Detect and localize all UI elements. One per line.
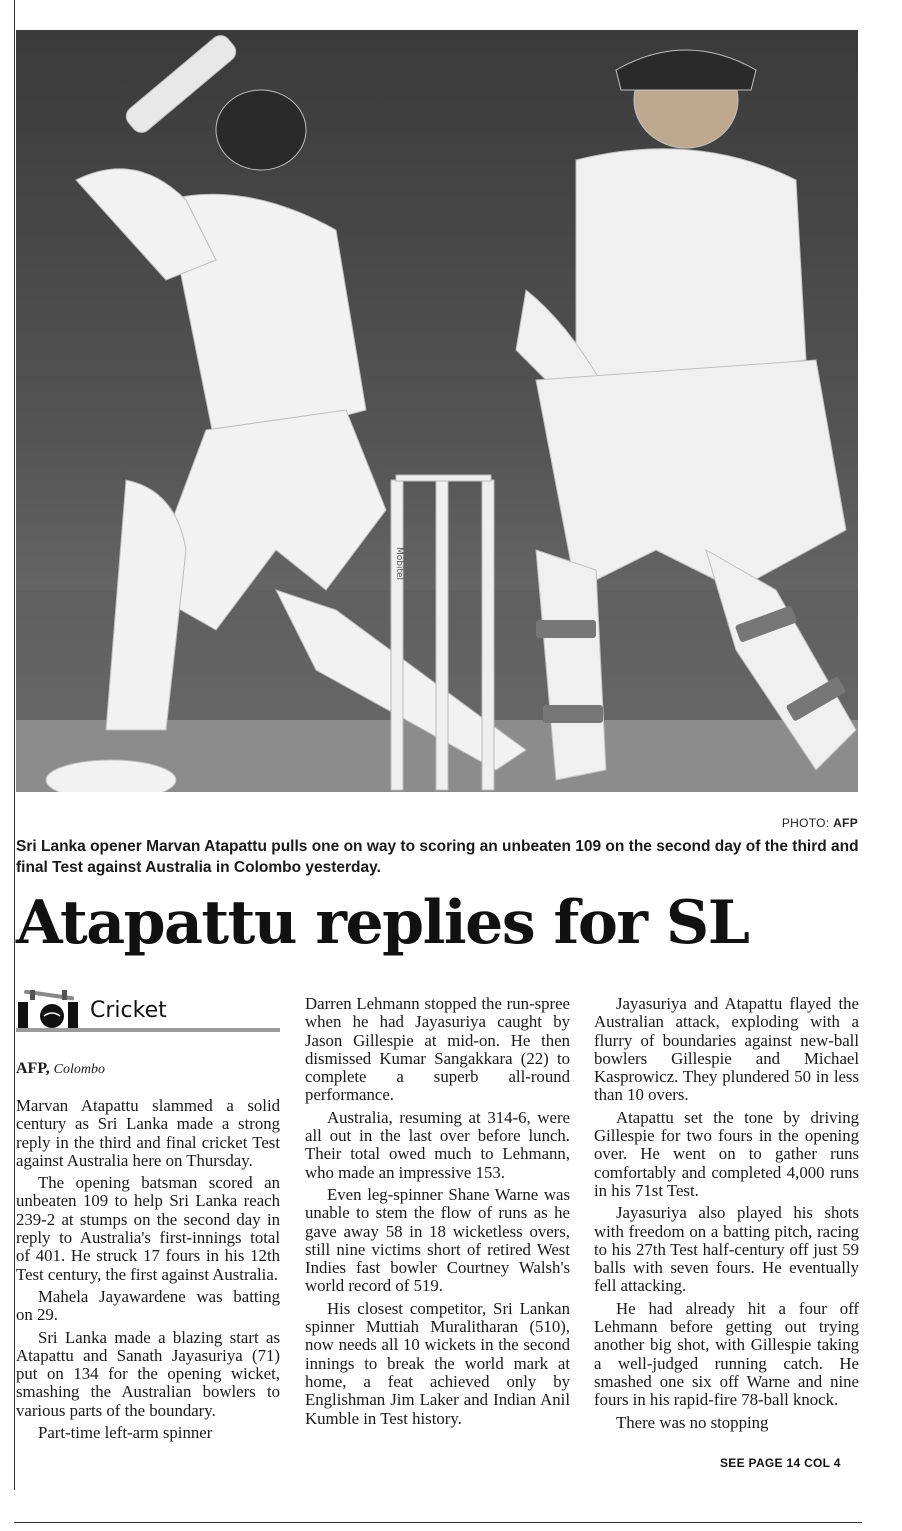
byline [16, 1060, 105, 1078]
section-rule [16, 1028, 280, 1032]
paragraph: His closest competitor, Sri Lankan spinner Muttiah Muralitharan (510), now needs all 10 wickets in the second innings to break the world mark at home, a feat achieved only by Englishman Jim Laker and Indian Anil Kumble in Test history. [305, 1298, 570, 1428]
paragraph: Jayasuriya and Atapattu flayed the Australian attack, exploding with a flurry of boundaries against new-ball bowlers Gillespie and Michael Kasprowicz. They plundered 50 in less than 10 overs. [594, 994, 859, 1105]
section-label: Cricket [90, 998, 167, 1023]
article-column-1 [16, 1097, 280, 1446]
paragraph: The opening batsman scored an unbeaten 109 to help Sri Lanka reach 239-2 at stumps on the second day in reply to Australia's first-innings total of 401. He struck 17 fours in his 12th Test century, the first against Australia. [16, 1173, 280, 1284]
photo-credit [782, 816, 858, 830]
section-logo [16, 990, 280, 1032]
paragraph: Darren Lehmann stopped the run-spree when he had Jayasuriya caught by Jason Gillespie at mid-on. He then dismissed Kumar Sangakkara (22) to complete a superb all-round performance. [305, 994, 570, 1105]
cricket-bat-ball-icon [16, 990, 86, 1030]
byline-agency: AFP, [16, 1060, 50, 1077]
left-column-rule [14, 0, 15, 1490]
paragraph: Marvan Atapattu slammed a solid century as Sri Lanka made a strong reply in the third and final cricket Test against Australia here on Thursday. [16, 1096, 280, 1170]
paragraph: Mahela Jayawardene was batting on 29. [16, 1286, 280, 1325]
paragraph: Atapattu set the tone by driving Gillespie for two fours in the opening over. He went on to gather runs comfortably and completed 4,000 runs in his 71st Test. [594, 1107, 859, 1200]
paragraph: There was no stopping [616, 1412, 769, 1432]
jump-reference: SEE PAGE 14 COL 4 [720, 1456, 841, 1470]
match-photo [16, 30, 858, 792]
photo-credit-label: PHOTO: [781, 816, 830, 830]
headline: Atapattu replies for SL [16, 888, 749, 958]
article-column-2 [305, 995, 570, 1432]
paragraph: Australia, resuming at 314-6, were all out in the last over before lunch. Their total owed much to Lehmann, who made an impressive 153. [305, 1107, 570, 1182]
paragraph: Part-time left-arm spinner [38, 1423, 213, 1443]
photo-credit-source: AFP [833, 816, 858, 830]
bottom-rule [14, 1522, 862, 1523]
paragraph: Jayasuriya also played his shots with freedom on a batting pitch, racing to his 27th Test half-century off just 59 balls with seven fours. He eventually fell attacking. [594, 1203, 859, 1296]
paragraph: He had already hit a four off Lehmann before getting out trying another big shot, with Gillespie taking a well-judged running catch. He smashed one six off Warne and nine fours in his rapid-fire 78-ball knock. [594, 1298, 859, 1410]
stump-sponsor: Mobitel [394, 547, 404, 581]
paragraph: Sri Lanka made a blazing start as Atapattu and Sanath Jayasuriya (71) put on 134 for the opening wicket, smashing the Australian bowlers to various parts of the boundary. [16, 1327, 280, 1420]
paragraph: Even leg-spinner Shane Warne was unable to stem the flow of runs as he gave away 58 in 18 wicketless overs, still nine victims short of retired West Indies fast bowler Courtney Walsh's world record of 519. [305, 1184, 570, 1296]
article-column-3 [594, 995, 859, 1436]
byline-place: Colombo [53, 1062, 105, 1077]
photo-caption: Sri Lanka opener Marvan Atapattu pulls one on way to scoring an unbeaten 109 on the second day of the third and final Test against Australia in Colombo yesterday. [16, 838, 859, 876]
